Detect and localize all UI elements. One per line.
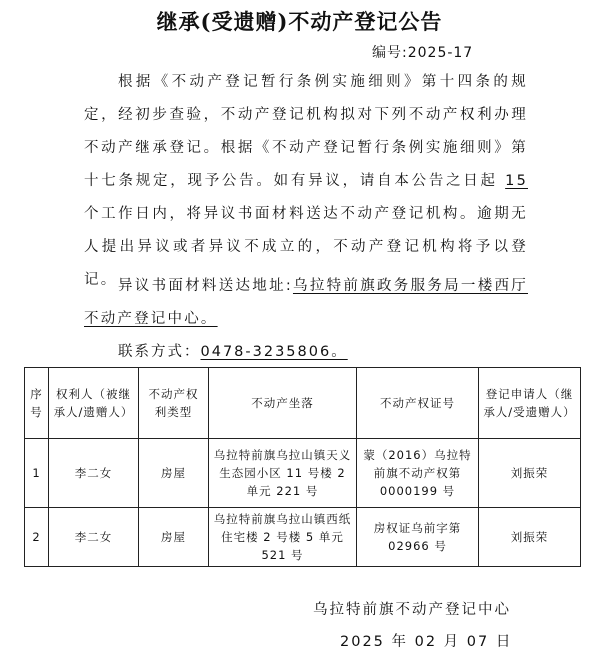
cell-certificate: 蒙（2016）乌拉特前旗不动产权第 0000199 号 — [357, 439, 479, 508]
document-number: 编号:2025-17 — [372, 45, 474, 61]
cell-right-type: 房屋 — [139, 508, 209, 567]
address-value: 乌拉特前旗政务服务局一楼西厅不动产登记中心。 — [84, 278, 528, 327]
header-holder: 权利人（被继承人/遗赠人） — [49, 368, 139, 439]
cell-applicant: 刘振荣 — [479, 508, 581, 567]
cell-certificate: 房权证乌前字第 02966 号 — [357, 508, 479, 567]
cell-applicant: 刘振荣 — [479, 439, 581, 508]
notice-body-paragraph — [84, 66, 528, 297]
objection-days-value: 15 — [505, 173, 528, 189]
contact-label: 联系方式： — [118, 344, 201, 360]
table-row — [25, 439, 581, 508]
contact-phone: 0478-3235806。 — [200, 344, 348, 360]
table-row — [25, 508, 581, 567]
cell-serial: 2 — [25, 508, 49, 567]
cell-location: 乌拉特前旗乌拉山镇天义生态园小区 11 号楼 2 单元 221 号 — [209, 439, 357, 508]
cell-right-type: 房屋 — [139, 439, 209, 508]
header-location: 不动产坐落 — [209, 368, 357, 439]
cell-holder: 李二女 — [49, 508, 139, 567]
objection-address-paragraph — [84, 270, 528, 336]
paragraph-text-after-days: 个工作日内，将异议书面材料送达不动产登记机构。逾期无人提出异议或者异议不成立的，不动产登记机构将予以登记。 — [84, 206, 528, 288]
contact-line — [118, 340, 348, 361]
header-serial: 序号 — [25, 368, 49, 439]
cell-serial: 1 — [25, 439, 49, 508]
header-right-type: 不动产权利类型 — [139, 368, 209, 439]
cell-holder: 李二女 — [49, 439, 139, 508]
table-header-row — [25, 368, 581, 439]
property-table — [24, 367, 581, 567]
issue-date: 2025 年 02 月 07 日 — [340, 634, 513, 650]
header-certificate: 不动产权证号 — [357, 368, 479, 439]
paragraph-text-before-days: 根据《不动产登记暂行条例实施细则》第十四条的规定，经初步查验，不动产登记机构拟对下列不动产权利办理不动产继承登记。根据《不动产登记暂行条例实施细则》第十七条规定，现予公告。如有异议，请自本公告之日起 — [84, 74, 528, 189]
issuing-organization: 乌拉特前旗不动产登记中心 — [313, 602, 511, 618]
address-label: 异议书面材料送达地址: — [118, 278, 293, 294]
notice-title: 继承(受遗赠)不动产登记公告 — [156, 9, 443, 34]
header-applicant: 登记申请人（继承人/受遗赠人） — [479, 368, 581, 439]
cell-location: 乌拉特前旗乌拉山镇西纸住宅楼 2 号楼 5 单元 521 号 — [209, 508, 357, 567]
